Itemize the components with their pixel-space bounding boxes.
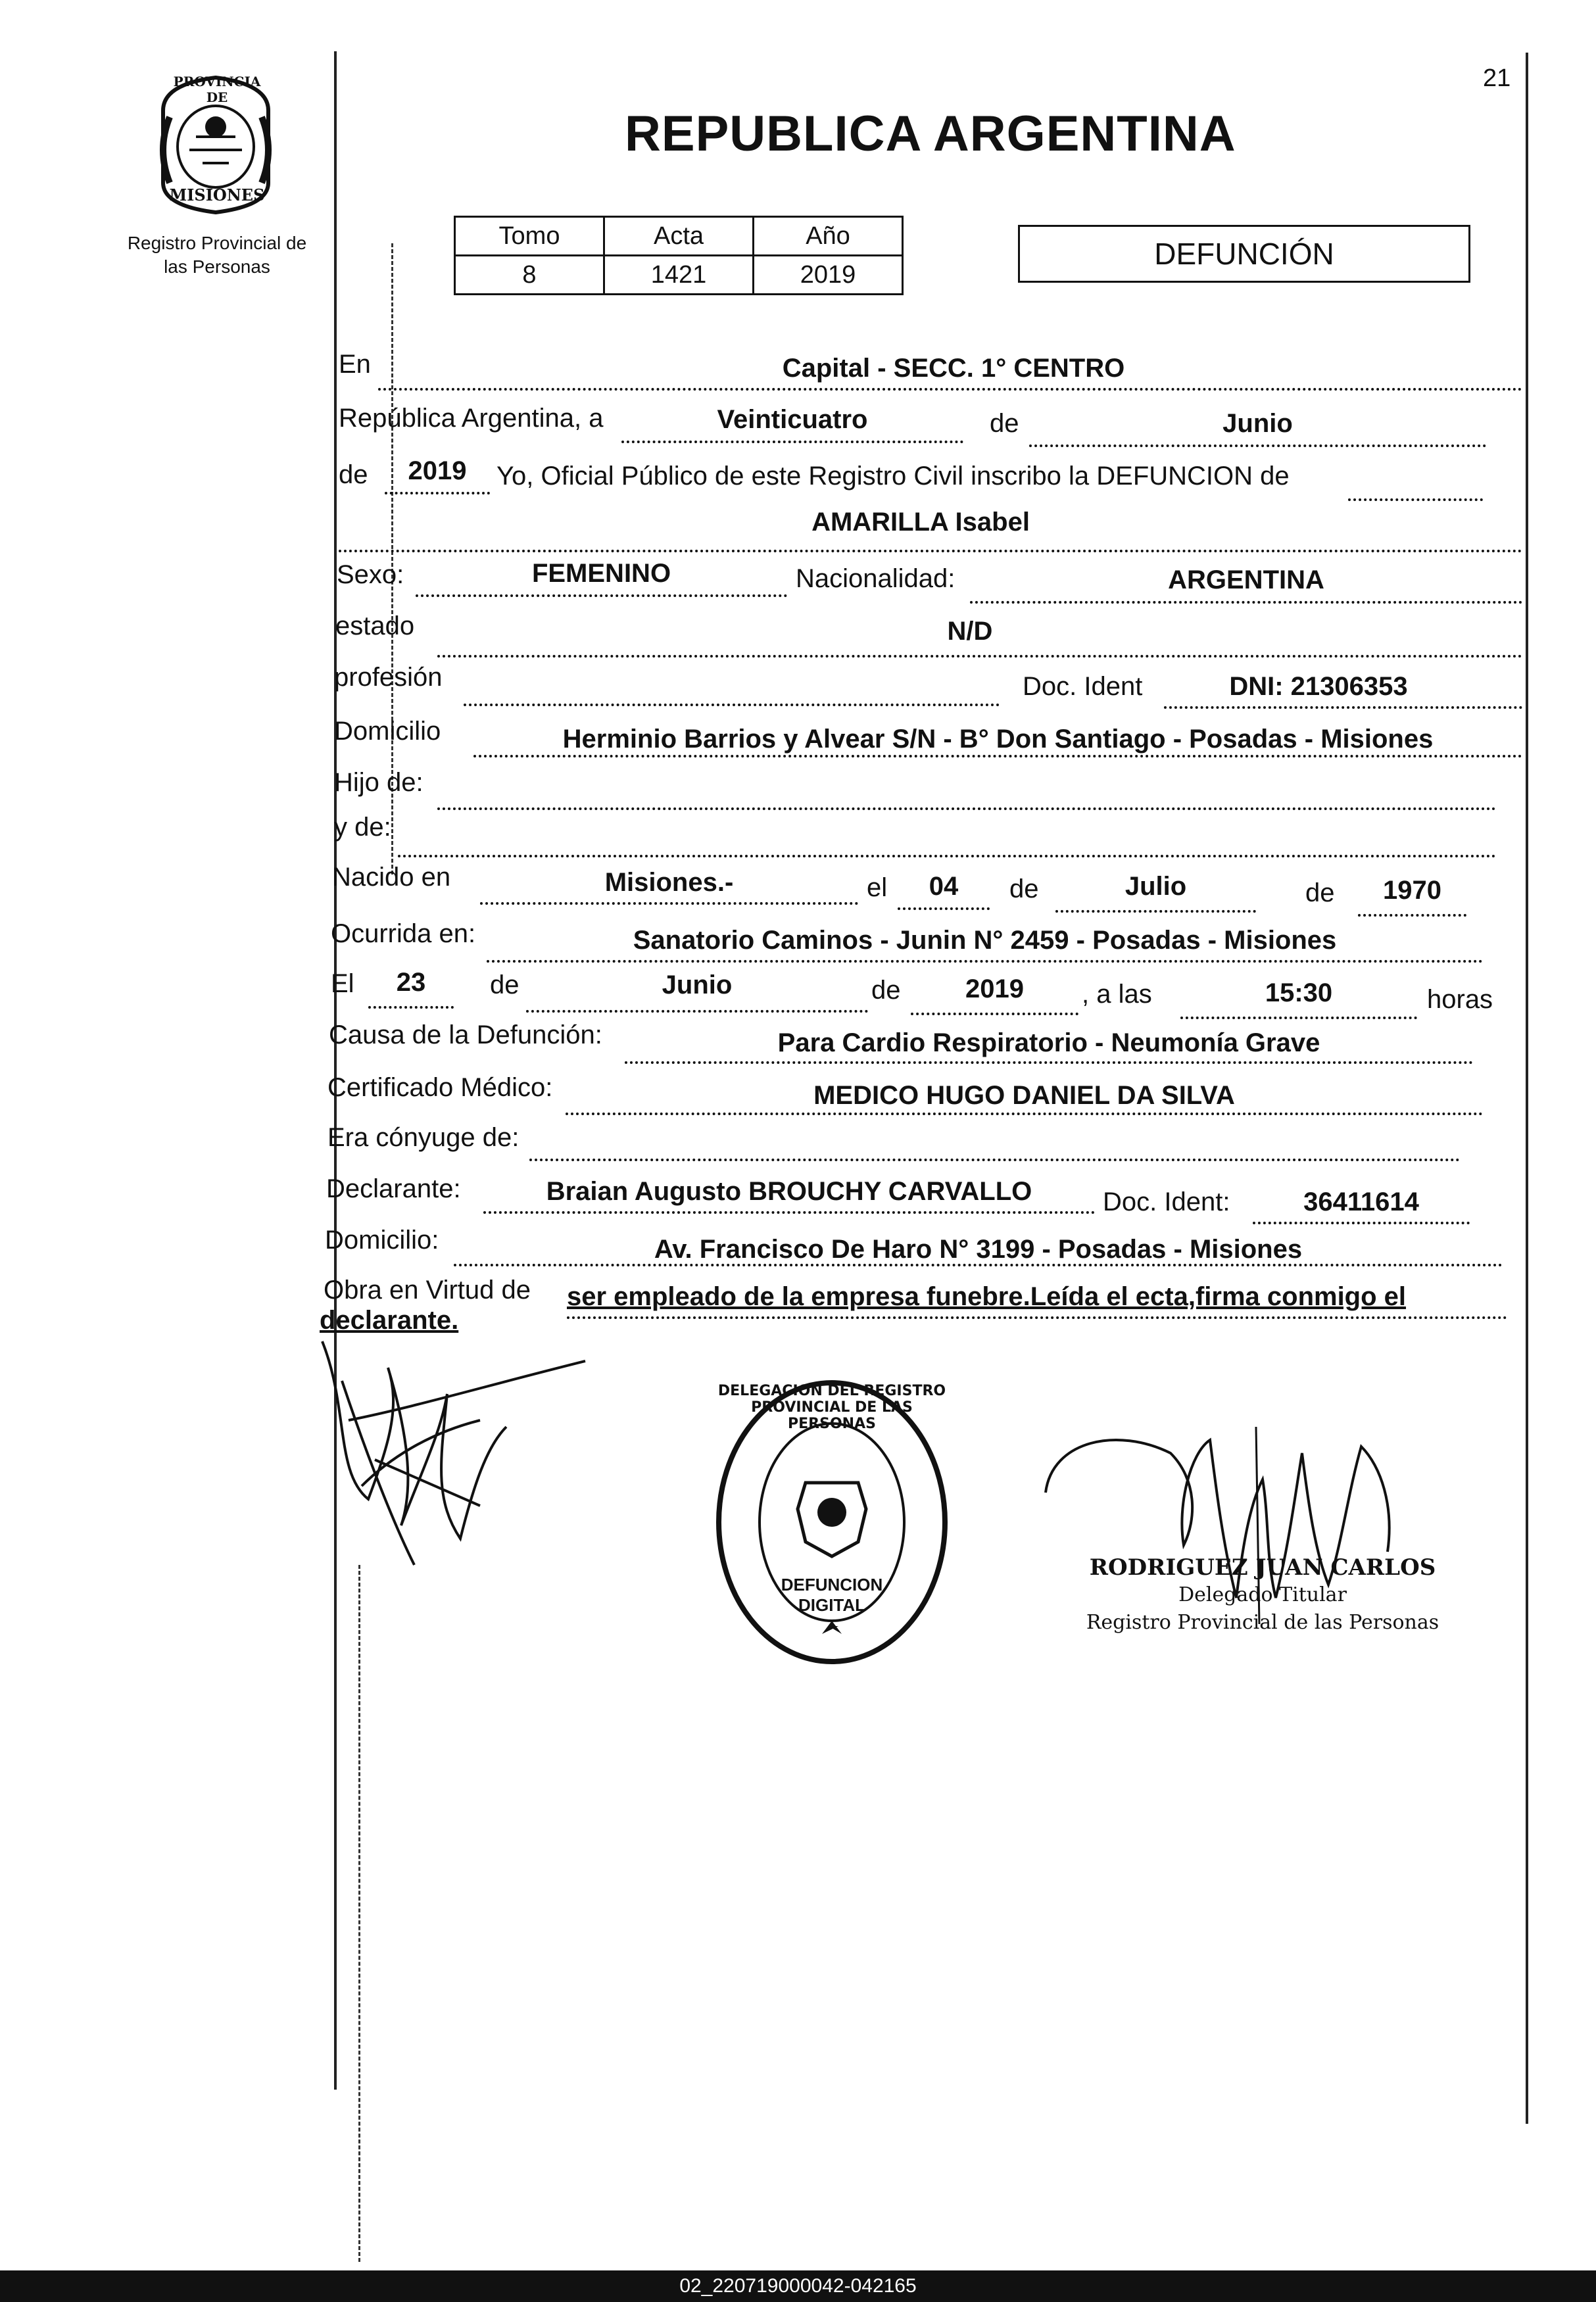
anio-value: 2019 <box>754 256 903 295</box>
el-cap-label: El <box>331 969 354 998</box>
de-label-5: de <box>490 971 520 999</box>
doc-ident-line <box>1164 706 1522 709</box>
birth-month-value: Julio <box>1124 872 1187 901</box>
ocurrida-line <box>487 960 1483 963</box>
obra-label: Obra en Virtud de <box>324 1276 531 1305</box>
death-year-line <box>911 1013 1078 1015</box>
signer-office: Registro Provincial de las Personas <box>1086 1611 1439 1634</box>
seal-top-text: PROVINCIA DE <box>173 74 261 105</box>
sexo-line <box>416 594 787 597</box>
acta-label: Acta <box>604 217 754 256</box>
causa-value: Para Cardio Respiratorio - Neumonía Grave <box>777 1028 1320 1057</box>
birth-day-line <box>898 907 990 910</box>
estado-value: N/D <box>947 617 993 646</box>
hijo-label: Hijo de: <box>334 768 423 797</box>
declarante-label: Declarante: <box>326 1174 461 1203</box>
nacido-label: Nacido en <box>332 863 451 892</box>
obra-line <box>567 1316 1507 1319</box>
obra-text: ser empleado de la empresa funebre.Leída el ecta,firma conmigo el <box>567 1282 1407 1311</box>
profesion-label: profesión <box>334 663 443 692</box>
nacido-value: Misiones.- <box>604 868 734 897</box>
registry-caption-line2: las Personas <box>164 256 270 277</box>
footer-code: 02_220719000042-042165 <box>0 2270 1596 2302</box>
de-label-4: de <box>1305 878 1335 907</box>
birth-month-line <box>1055 910 1256 913</box>
a-las-label: , a las <box>1082 980 1152 1009</box>
republica-label: República Argentina, a <box>339 404 604 433</box>
y-de-line <box>398 855 1496 857</box>
horas-label: horas <box>1427 985 1493 1014</box>
record-type-box: DEFUNCIÓN <box>1018 225 1470 283</box>
death-year-value: 2019 <box>965 974 1024 1003</box>
nacionalidad-line <box>970 601 1522 604</box>
de-label-6: de <box>871 976 901 1005</box>
deceased-name-value: AMARILLA Isabel <box>811 508 1030 537</box>
profesion-line <box>464 704 1000 706</box>
doc-ident2-value: 36411614 <box>1303 1187 1419 1216</box>
de-label-3: de <box>1009 875 1039 903</box>
certificado-label: Certificado Médico: <box>327 1073 553 1102</box>
doc-ident-value: DNI: 21306353 <box>1229 672 1408 701</box>
death-month-line <box>526 1010 868 1013</box>
en-label: En <box>339 350 371 379</box>
nacido-line <box>480 902 858 905</box>
name-line <box>339 550 1522 552</box>
day-words-value: Veinticuatro <box>717 405 868 434</box>
death-time-value: 15:30 <box>1265 978 1333 1007</box>
causa-label: Causa de la Defunción: <box>329 1020 602 1049</box>
conyuge-label: Era cónyuge de: <box>327 1123 520 1152</box>
tomo-acta-anio-table <box>454 216 904 295</box>
death-time-line <box>1180 1017 1417 1019</box>
death-month-value: Junio <box>662 971 733 999</box>
birth-year-value: 1970 <box>1383 876 1441 905</box>
de-label-1: de <box>990 409 1019 438</box>
oficial-text: Yo, Oficial Público de este Registro Civil inscribo la DEFUNCION de <box>496 462 1290 491</box>
registry-caption <box>112 231 322 279</box>
declarant-signature <box>309 1328 598 1591</box>
signer-name: RODRIGUEZ JUAN CARLOS <box>1089 1554 1436 1581</box>
page-number: 21 <box>1483 64 1511 92</box>
month-line <box>1029 444 1486 447</box>
signer-role: Delegado Titular <box>1178 1583 1347 1606</box>
stamp-outer-text: DELEGACION DEL REGISTRO PROVINCIAL DE LAS PERSONAS <box>717 1383 946 1432</box>
anio-label: Año <box>754 217 903 256</box>
death-day-line <box>368 1006 454 1009</box>
ocurrida-label: Ocurrida en: <box>331 919 476 948</box>
month-value: Junio <box>1222 409 1293 438</box>
de-label-2: de <box>339 460 368 489</box>
birth-day-value: 04 <box>929 872 959 901</box>
el-label: el <box>867 873 888 902</box>
nacionalidad-label: Nacionalidad: <box>796 564 955 593</box>
domicilio-value: Herminio Barrios y Alvear S/N - B° Don Santiago - Posadas - Misiones <box>562 725 1434 754</box>
tomo-value: 8 <box>455 256 604 295</box>
doc-ident-label: Doc. Ident <box>1023 672 1143 701</box>
place-value: Capital - SECC. 1° CENTRO <box>782 354 1125 383</box>
estado-line <box>437 655 1522 658</box>
birth-year-line <box>1358 914 1466 917</box>
conyuge-line <box>529 1159 1460 1161</box>
registry-caption-line1: Registro Provincial de <box>127 233 307 253</box>
acta-value: 1421 <box>604 256 754 295</box>
oficial-line-end <box>1348 498 1483 501</box>
y-de-label: y de: <box>334 813 391 842</box>
year-line <box>385 492 490 494</box>
death-day-value: 23 <box>396 968 426 997</box>
seal-bottom-text: MISIONES <box>169 185 265 204</box>
tomo-label: Tomo <box>455 217 604 256</box>
domicilio2-value: Av. Francisco De Haro N° 3199 - Posadas - Misiones <box>654 1235 1303 1264</box>
hijo-line <box>437 807 1496 810</box>
document-title: REPUBLICA ARGENTINA <box>625 106 1236 162</box>
domicilio-label: Domicilio <box>334 717 441 746</box>
obra-text-line2: declarante. <box>320 1306 459 1335</box>
ocurrida-value: Sanatorio Caminos - Junin N° 2459 - Posadas - Misiones <box>633 926 1337 955</box>
sexo-value: FEMENINO <box>531 559 671 588</box>
doc-ident2-line <box>1253 1222 1470 1224</box>
declarante-line <box>483 1211 1095 1214</box>
year-value: 2019 <box>408 456 467 485</box>
causa-line <box>625 1061 1473 1064</box>
doc-ident2-label: Doc. Ident: <box>1103 1187 1230 1216</box>
right-margin-rule <box>1526 53 1528 2124</box>
certificado-value: MEDICO HUGO DANIEL DA SILVA <box>813 1081 1235 1110</box>
official-stamp <box>713 1378 950 1667</box>
domicilio-line <box>473 755 1522 757</box>
sexo-label: Sexo: <box>337 560 404 589</box>
nacionalidad-value: ARGENTINA <box>1168 565 1324 594</box>
day-words-line <box>621 441 963 443</box>
stamp-inner-text: DEFUNCION DIGITAL <box>781 1575 883 1615</box>
margin-dash-line <box>358 1565 360 2262</box>
certificado-line <box>566 1113 1483 1115</box>
left-margin-rule <box>334 51 337 2090</box>
declarante-value: Braian Augusto BROUCHY CARVALLO <box>546 1177 1032 1206</box>
domicilio2-label: Domicilio: <box>325 1226 439 1255</box>
en-line <box>378 388 1522 391</box>
estado-label: estado <box>335 611 415 640</box>
